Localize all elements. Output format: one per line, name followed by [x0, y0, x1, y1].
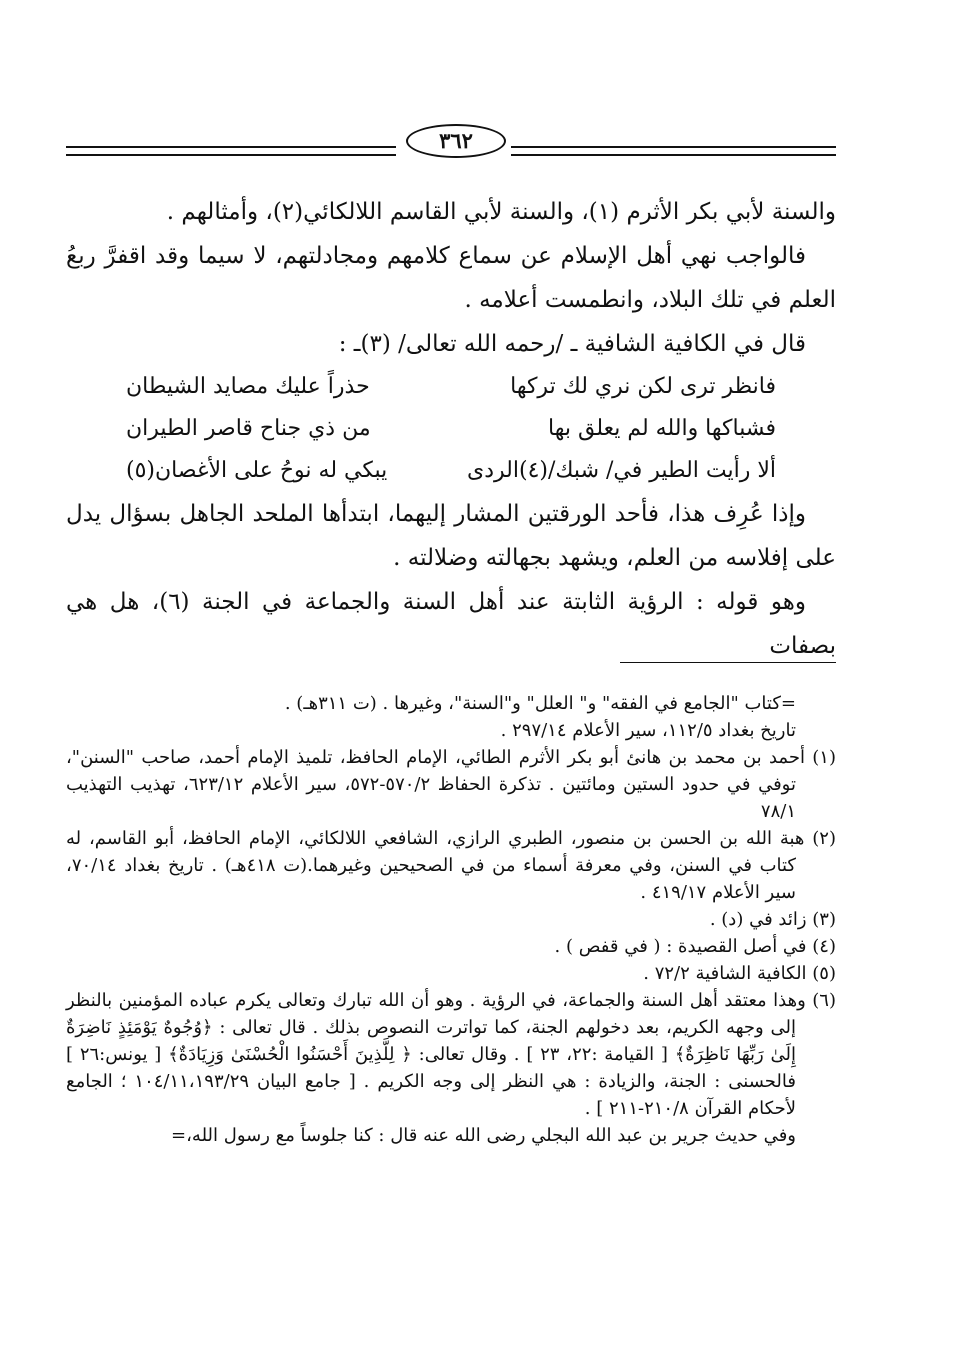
poem-verse — [126, 366, 776, 408]
paragraph: فالواجب نهي أهل الإسلام عن سماع كلامهم ومجادلتهم، لا سيما وقد اقفرَّ ربعُ العلم في تلك البلاد، وانطمست أعلامه . — [66, 243, 836, 313]
footnote-3: (٣) زائد في (د) . — [709, 909, 836, 930]
verse-first-hemistich: فشباكها والله لم يعلق بها — [548, 416, 776, 441]
footnote-6: (٦) وهذا معتقد أهل السنة والجماعة، في الرؤية . وهو أن الله تبارك وتعالى يكرم عباده المؤمنين بالنظر إلى وجهه الكريم، بعد دخولهم الجنة، كما تواترت النصوص بذلك . قال تعالى : ﴿وُجُوهٌ يَوْمَئِذٍ نَاضِرَةٌ إِلَىٰ رَبِّهَا نَاظِرَةٌ﴾ [ القيامة :٢٢، ٢٣ ] . وقال تعالى: ﴿ لِلَّذِينَ أَحْسَنُوا الْحُسْنَىٰ وَزِيَادَةٌ﴾ [ يونس:٢٦ ] فالحسنى : الجنة، والزيادة : هي النظر إلى وجه الكريم . [ جامع البيان ١٠٤/١١،١٩٣/٢٩ ؛ الجامع لأحكام القرآن ٢١٠/٨-٢١١ ] . — [66, 990, 836, 1119]
footnote-1: (١) أحمد بن محمد بن هانئ أبو بكر الأثرم الطائي، الإمام الحافظ، تلميذ الإمام أحمد، صاحب "السنن"، توفي في حدود الستين ومائتين . تذكرة الحفاظ ٥٧٠/٢-٥٧٢، سير الأعلام ٦٢٣/١٢، تهذيب التهذيب ٧٨/١ — [66, 747, 836, 822]
header-rule-left — [66, 146, 396, 156]
verse-second-hemistich: يبكي له نوحُ على الأغصان(٥) — [126, 458, 388, 483]
poem-verse — [126, 408, 776, 450]
footnote-continuation: تاريخ بغداد ١١٢/٥، سير الأعلام ٢٩٧/١٤ . — [500, 720, 796, 741]
page-number: ٣٦٢ — [406, 124, 506, 158]
verse-second-hemistich: من ذي جناح قاصر الطيران — [126, 416, 371, 441]
verse-first-hemistich: ألا رأيت الطير في/ شبك/(٤)الردى — [467, 458, 776, 483]
footnote-2: (٢) هبة الله بن الحسن بن منصور، الطبري الرازي، الشافعي اللالكائي، الإمام الحافظ، أبو القاسم، له كتاب في السنن، وفي معرفة أسماء من في الصحيحين وغيرهما.(ت ٤١٨هـ) . تاريخ بغداد ٧٠/١٤، سير الأعلام ٤١٩/١٧ . — [66, 828, 836, 903]
header-rule-right — [511, 146, 836, 156]
poem — [126, 366, 776, 492]
page-header — [66, 112, 836, 162]
footnotes — [66, 690, 836, 1149]
main-text — [66, 190, 836, 668]
footnote-5: (٥) الكافية الشافية ٧٢/٢ . — [643, 963, 836, 984]
verse-second-hemistich: حذراً عليك مصايد الشيطان — [126, 374, 370, 399]
footnote-last-line: وفي حديث جرير بن عبد الله البجلي رضى الله عنه قال : كنا جلوساً مع رسول الله،= — [171, 1125, 796, 1146]
footnote-continuation: =كتاب "الجامع في الفقه" و" العلل" و"السنة"، وغيرها . (ت ٣١١هـ) . — [284, 693, 796, 714]
verse-first-hemistich: فانظر ترى لكن نري لك تركها — [510, 374, 776, 399]
paragraph: قال في الكافية الشافية ـ /رحمه الله تعالى/ (٣)ـ : — [338, 331, 806, 357]
footnote-separator — [620, 662, 836, 663]
poem-verse — [126, 450, 776, 492]
footnote-4: (٤) في أصل القصيدة : ( في قفص ) . — [554, 936, 836, 957]
paragraph: وإذا عُرِف هذا، فأحد الورقتين المشار إليهما، ابتدأها الملحد الجاهل بسؤال يدل على إفلاسه من العلم، ويشهد بجهالته وضلالته . — [66, 501, 836, 571]
paragraph: وهو قوله : الرؤية الثابتة عند أهل السنة والجماعة في الجنة (٦)، هل هي بصفات — [66, 589, 836, 659]
paragraph: والسنة لأبي بكر الأثرم (١)، والسنة لأبي القاسم اللالكائي(٢)، وأمثالهم . — [166, 199, 836, 225]
